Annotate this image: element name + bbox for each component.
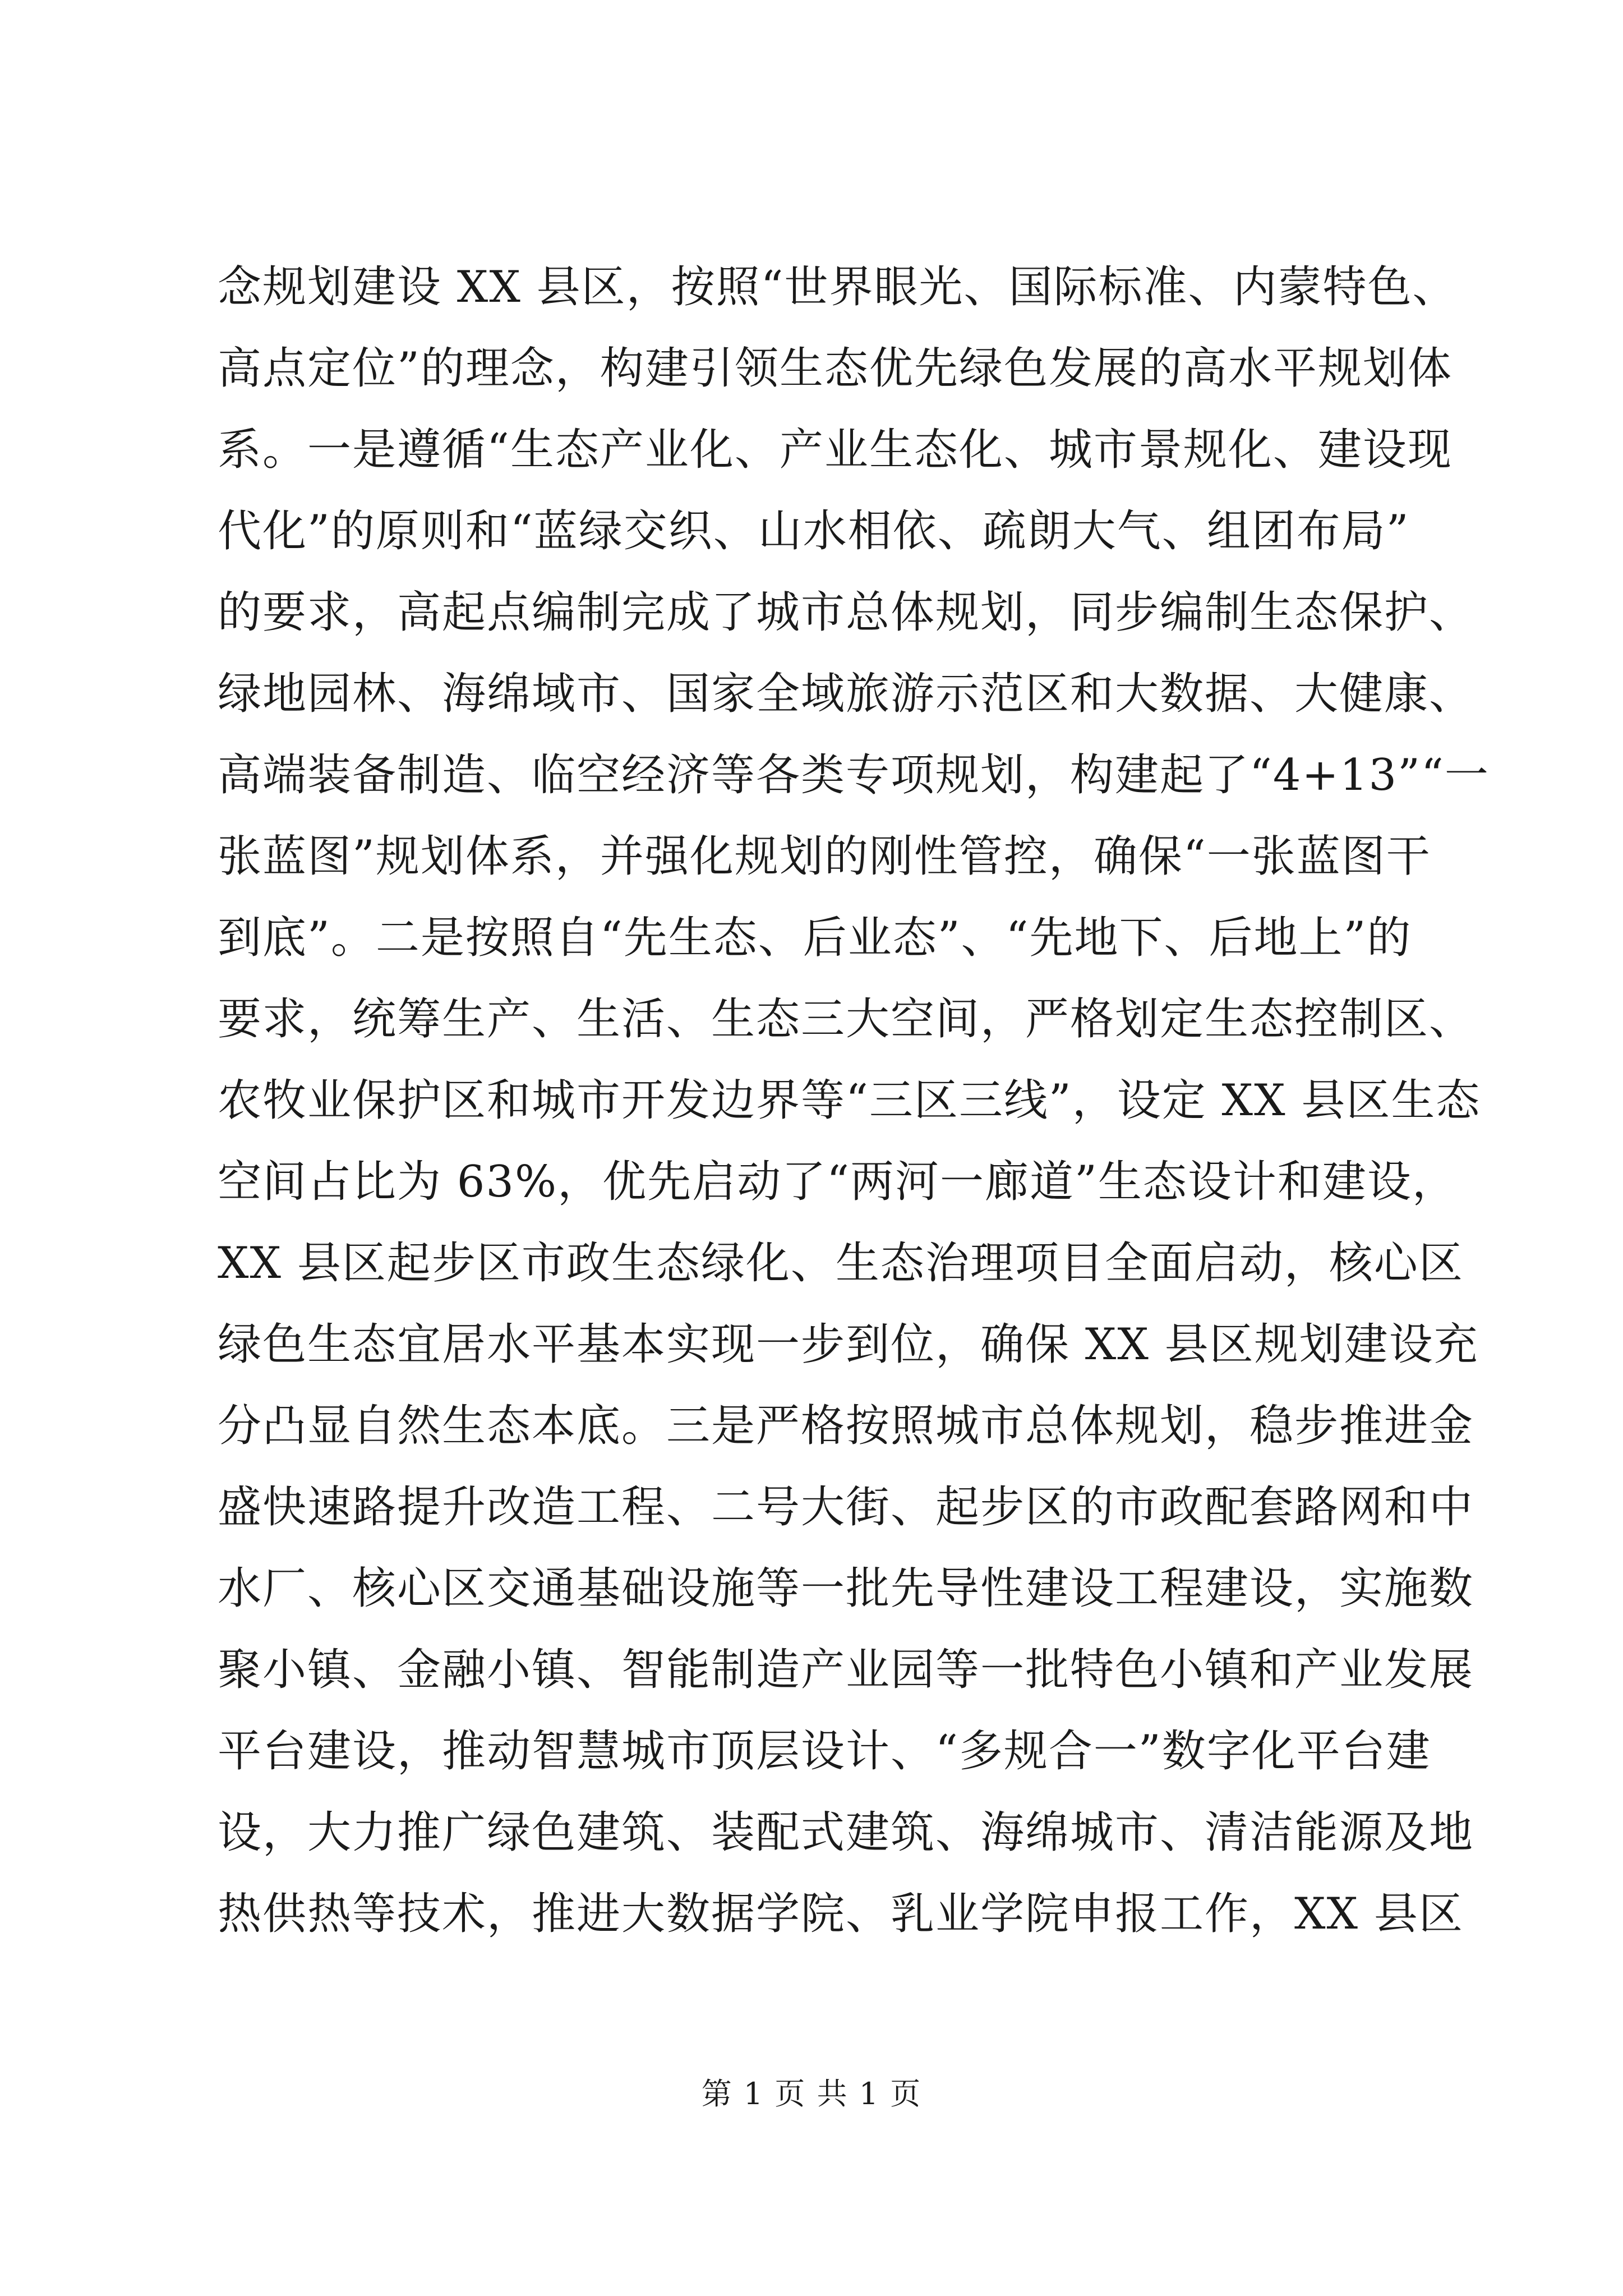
text-line: 念规划建设 XX 县区，按照“世界眼光、国际标准、内蒙特色、: [218, 262, 1458, 312]
text-line: 绿地园林、海绵域市、国家全域旅游示范区和大数据、大健康、: [218, 669, 1474, 719]
text-line: 聚小镇、金融小镇、智能制造产业园等一批特色小镇和产业发展: [218, 1645, 1474, 1695]
text-line: 盛快速路提升改造工程、二号大街、起步区的市政配套路网和中: [218, 1482, 1474, 1533]
text-line: 农牧业保护区和城市开发边界等“三区三线”，设定 XX 县区生态: [218, 1075, 1481, 1126]
text-line: 分凸显自然生态本底。三是严格按照城市总体规划，稳步推进金: [218, 1401, 1474, 1451]
text-line: 系。一是遵循“生态产业化、产业生态化、城市景规化、建设现: [218, 425, 1453, 475]
text-line: 水厂、核心区交通基础设施等一批先导性建设工程建设，实施数: [218, 1563, 1474, 1614]
text-line: 要求，统筹生产、生活、生态三大空间，严格划定生态控制区、: [218, 994, 1474, 1045]
text-line: 热供热等技术，推进大数据学院、乳业学院申报工作，XX 县区: [218, 1889, 1464, 1939]
text-line: 绿色生态宜居水平基本实现一步到位，确保 XX 县区规划建设充: [218, 1319, 1479, 1370]
text-line: 高端装备制造、临空经济等各类专项规划，构建起了“4+13”“一: [218, 750, 1490, 800]
text-line: 空间占比为 63%，优先启动了“两河一廊道”生态设计和建设，: [218, 1157, 1457, 1207]
text-line: 到底”。二是按照自“先生态、后业态”、“先地下、后地上”的: [218, 913, 1412, 963]
text-line: 张蓝图”规划体系，并强化规划的刚性管控，确保“一张蓝图干: [218, 831, 1431, 882]
text-line: 代化”的原则和“蓝绿交织、山水相依、疏朗大气、组团布局”: [218, 506, 1410, 556]
text-line: 设，大力推广绿色建筑、装配式建筑、海绵城市、清洁能源及地: [218, 1807, 1474, 1858]
text-line: 高点定位”的理念，构建引领生态优先绿色发展的高水平规划体: [218, 343, 1453, 394]
page-footer: 第 1 页 共 1 页: [701, 2076, 922, 2111]
text-line: 平台建设，推动智慧城市顶层设计、“多规合一”数字化平台建: [218, 1726, 1431, 1777]
body-text: [218, 247, 1490, 1955]
text-line: XX 县区起步区市政生态绿化、生态治理项目全面启动，核心区: [218, 1238, 1464, 1289]
text-line: 的要求，高起点编制完成了城市总体规划，同步编制生态保护、: [218, 587, 1474, 638]
